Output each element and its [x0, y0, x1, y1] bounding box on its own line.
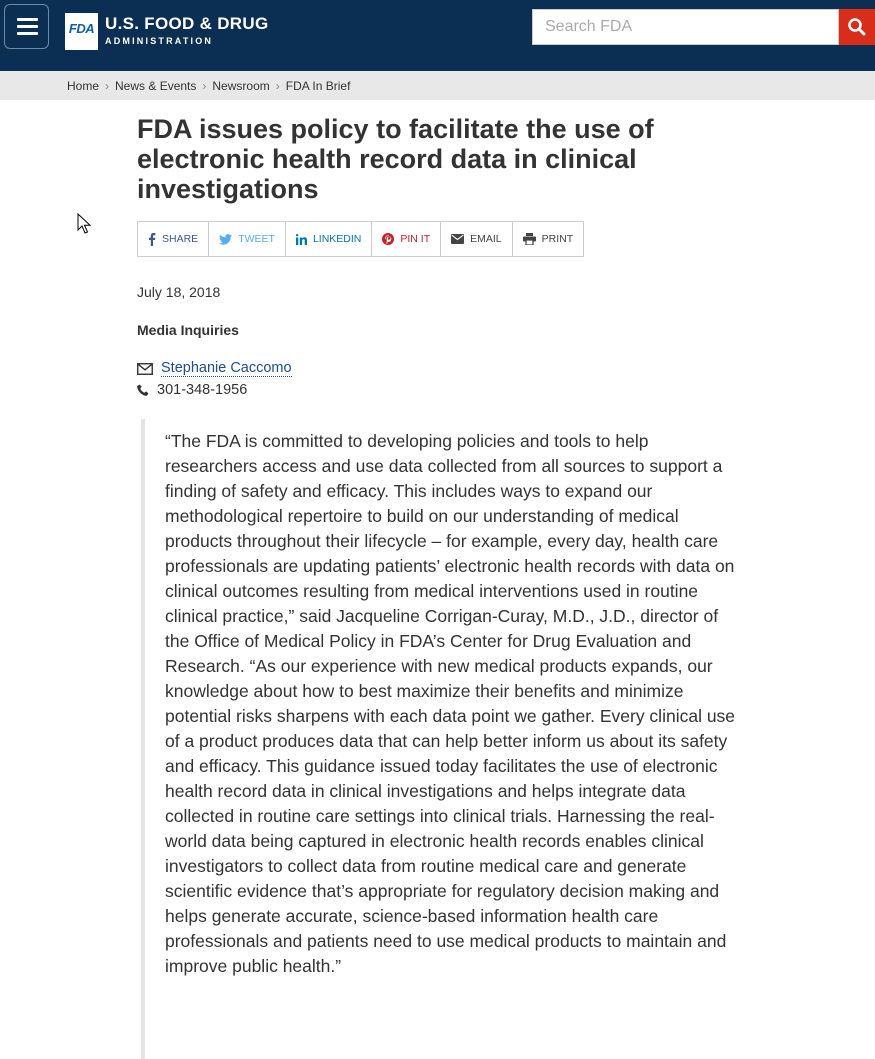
breadcrumb-current: FDA In Brief [285, 78, 351, 93]
agency-subtitle: ADMINISTRATION [105, 36, 214, 46]
twitter-icon [219, 234, 232, 245]
fda-logo-text: FDA [68, 21, 95, 36]
breadcrumb-newsroom[interactable]: Newsroom [212, 78, 270, 93]
share-facebook-button[interactable] [138, 222, 209, 256]
publish-date: July 18, 2018 [137, 284, 221, 300]
agency-name[interactable]: U.S. FOOD & DRUG [105, 14, 269, 33]
chevron-right-icon: › [105, 78, 110, 93]
media-inquiries-heading: Media Inquiries [137, 322, 239, 338]
contact-name-link[interactable]: Stephanie Caccomo [161, 360, 292, 376]
share-linkedin-button[interactable] [286, 222, 372, 256]
breadcrumb-bar [0, 71, 875, 100]
chevron-right-icon: › [275, 78, 280, 93]
breadcrumb-news-events[interactable]: News & Events [115, 78, 197, 93]
site-header [0, 0, 875, 71]
search-input[interactable] [532, 9, 839, 45]
hamburger-line [17, 25, 38, 28]
share-label: LINKEDIN [312, 233, 362, 245]
chevron-right-icon: › [202, 78, 207, 93]
hamburger-menu-icon [17, 18, 38, 21]
hamburger-menu-button[interactable] [4, 4, 49, 49]
fda-logo[interactable] [65, 13, 98, 50]
share-twitter-button[interactable] [209, 222, 286, 256]
share-label: PIN IT [400, 233, 431, 245]
contact-email-row [137, 360, 292, 377]
contact-phone-row [137, 382, 247, 398]
breadcrumb-home[interactable]: Home [67, 78, 100, 93]
share-label: TWEET [238, 233, 275, 245]
quote-text: “The FDA is committed to developing policies and tools to help researchers access and use data collected from all sources to support a finding of safety and efficacy. This includes ways to expand our methodological repertoire to build on our understanding of medical products throughout their lifecycle – for example, every day, health care professionals are updating patients’ electronic health records with data on clinical outcomes resulting from medical interventions used in routine clinical practice,” said Jacqueline Corrigan-Curay, M.D., J.D., director of the Office of Medical Policy in FDA’s Center for Drug Evaluation and Research. “As our experience with new medical products expands, our knowledge about how to best maximize their benefits and minimize potential risks sharpens with each data point we gather. Every clinical use of a product produces data that can help better inform us about its safety and efficacy. This guidance issued today facilitates the use of electronic health record data in clinical investigations and helps integrate data collected in routine care settings into clinical trials. Harnessing the real-world data being captured in electronic health records enables clinical investigators to collect data from routine medical care and generate scientific evidence that’s appropriate for regulatory decision making and helps generate accurate, science-based information health care professionals and patients need to use medical products to maintain and improve public health.” [165, 431, 736, 976]
share-label: EMAIL [470, 233, 502, 245]
mouse-cursor-icon [77, 213, 91, 235]
pinterest-icon [382, 233, 394, 245]
page-title: FDA issues policy to facilitate the use of electronic health record data in clinical investigations [137, 114, 654, 204]
facebook-icon [148, 233, 156, 246]
envelope-outline-icon [137, 363, 153, 375]
envelope-icon [451, 234, 464, 244]
share-label: PRINT [541, 233, 574, 245]
share-print-button[interactable] [513, 222, 584, 256]
share-label: SHARE [162, 233, 199, 245]
printer-icon [523, 233, 536, 245]
linkedin-icon [296, 234, 307, 245]
article-blockquote [141, 419, 745, 1059]
share-toolbar [137, 221, 584, 257]
search-button[interactable] [839, 9, 875, 45]
search-icon [839, 9, 875, 45]
breadcrumb [67, 71, 350, 100]
phone-icon [137, 384, 149, 397]
hamburger-line [17, 32, 38, 35]
share-email-button[interactable] [441, 222, 513, 256]
contact-phone-number: 301-348-1956 [157, 382, 248, 398]
share-pinterest-button[interactable] [372, 222, 441, 256]
